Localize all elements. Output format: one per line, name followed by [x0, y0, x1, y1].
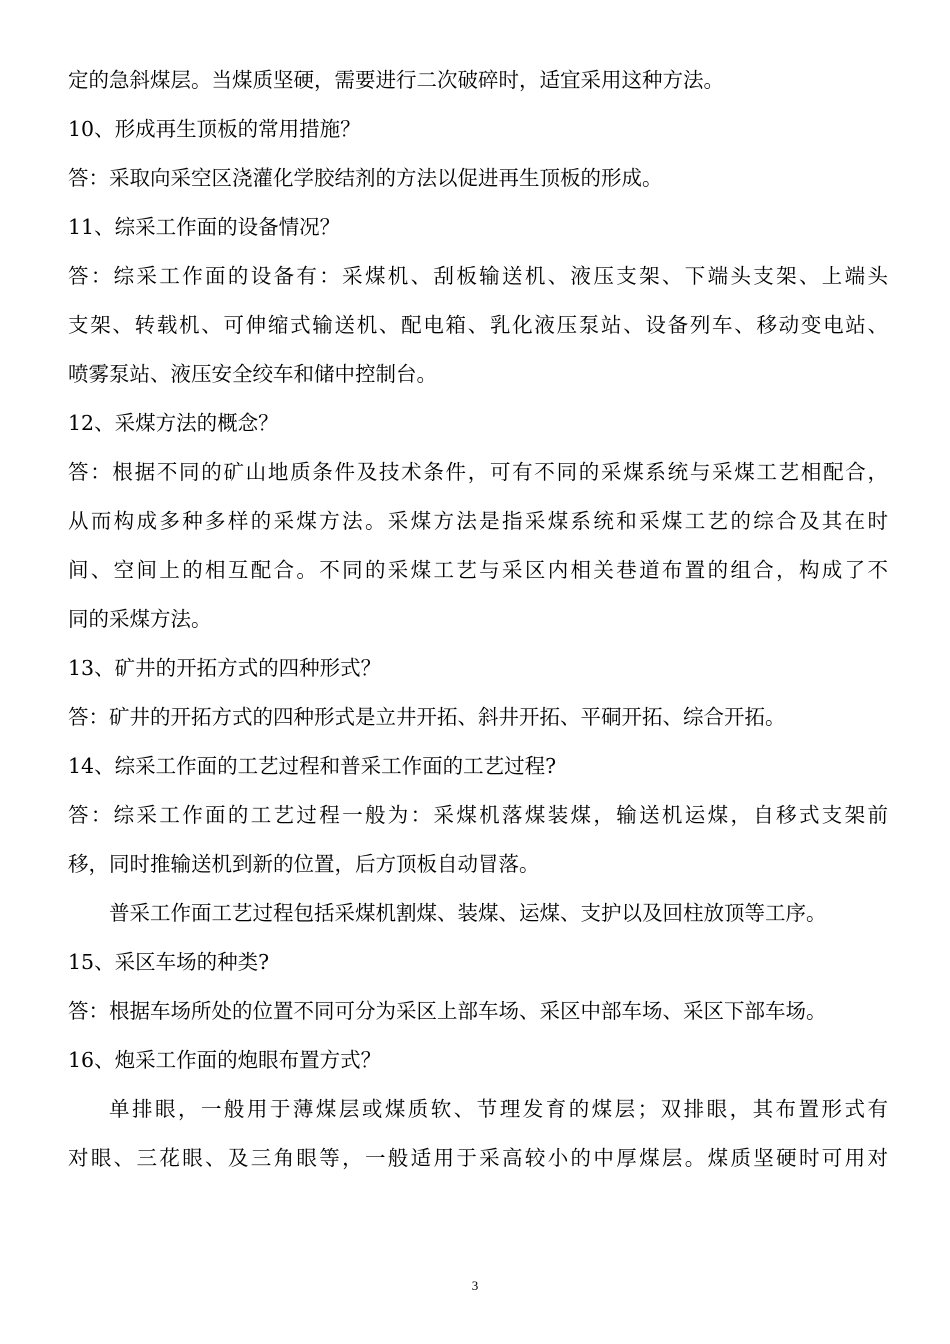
- question-13: 13、矿井的开拓方式的四种形式？: [68, 656, 382, 680]
- paragraph-continuation: 定的急斜煤层。当煤质坚硬，需要进行二次破碎时，适宜采用这种方法。: [68, 68, 724, 92]
- answer-14-line-2: 移，同时推输送机到新的位置，后方顶板自动冒落。: [68, 852, 540, 876]
- answer-15: 答：根据车场所处的位置不同可分为采区上部车场、采区中部车场、采区下部车场。: [68, 999, 827, 1023]
- question-11: 11、综采工作面的设备情况？: [68, 215, 341, 239]
- question-15: 15、采区车场的种类?: [68, 950, 270, 974]
- answer-12-line-4: 同的采煤方法。: [68, 607, 212, 631]
- answer-12-line-1: 答：根据不同的矿山地质条件及技术条件，可有不同的采煤系统与采煤工艺相配合，: [68, 460, 888, 484]
- answer-12-line-2: 从而构成多种多样的采煤方法。采煤方法是指采煤系统和采煤工艺的综合及其在时: [68, 509, 888, 533]
- answer-13: 答：矿井的开拓方式的四种形式是立井开拓、斜井开拓、平硐开拓、综合开拓。: [68, 705, 786, 729]
- answer-14-line-1: 答：综采工作面的工艺过程一般为：采煤机落煤装煤，输送机运煤，自移式支架前: [68, 803, 888, 827]
- answer-14-line-3: 普采工作面工艺过程包括采煤机割煤、装煤、运煤、支护以及回柱放顶等工序。: [109, 901, 827, 925]
- answer-16-line-1: 单排眼，一般用于薄煤层或煤质软、节理发育的煤层；双排眼，其布置形式有: [109, 1097, 888, 1121]
- answer-12-line-3: 间、空间上的相互配合。不同的采煤工艺与采区内相关巷道布置的组合，构成了不: [68, 558, 888, 582]
- page-number: 3: [471, 1278, 479, 1293]
- question-14: 14、综采工作面的工艺过程和普采工作面的工艺过程?: [68, 754, 557, 778]
- question-12: 12、采煤方法的概念？: [68, 411, 279, 435]
- answer-11-line-2: 支架、转载机、可伸缩式输送机、配电箱、乳化液压泵站、设备列车、移动变电站、: [68, 313, 888, 337]
- answer-16-line-2: 对眼、三花眼、及三角眼等，一般适用于采高较小的中厚煤层。煤质坚硬时可用对: [68, 1146, 888, 1170]
- document-body: [68, 68, 888, 1195]
- answer-11-line-1: 答：综采工作面的设备有：采煤机、刮板输送机、液压支架、下端头支架、上端头: [68, 264, 888, 288]
- question-16: 16、炮采工作面的炮眼布置方式？: [68, 1048, 382, 1072]
- question-10: 10、形成再生顶板的常用措施？: [68, 117, 361, 141]
- answer-10: 答：采取向采空区浇灌化学胶结剂的方法以促进再生顶板的形成。: [68, 166, 663, 190]
- answer-11-line-3: 喷雾泵站、液压安全绞车和储中控制台。: [68, 362, 437, 386]
